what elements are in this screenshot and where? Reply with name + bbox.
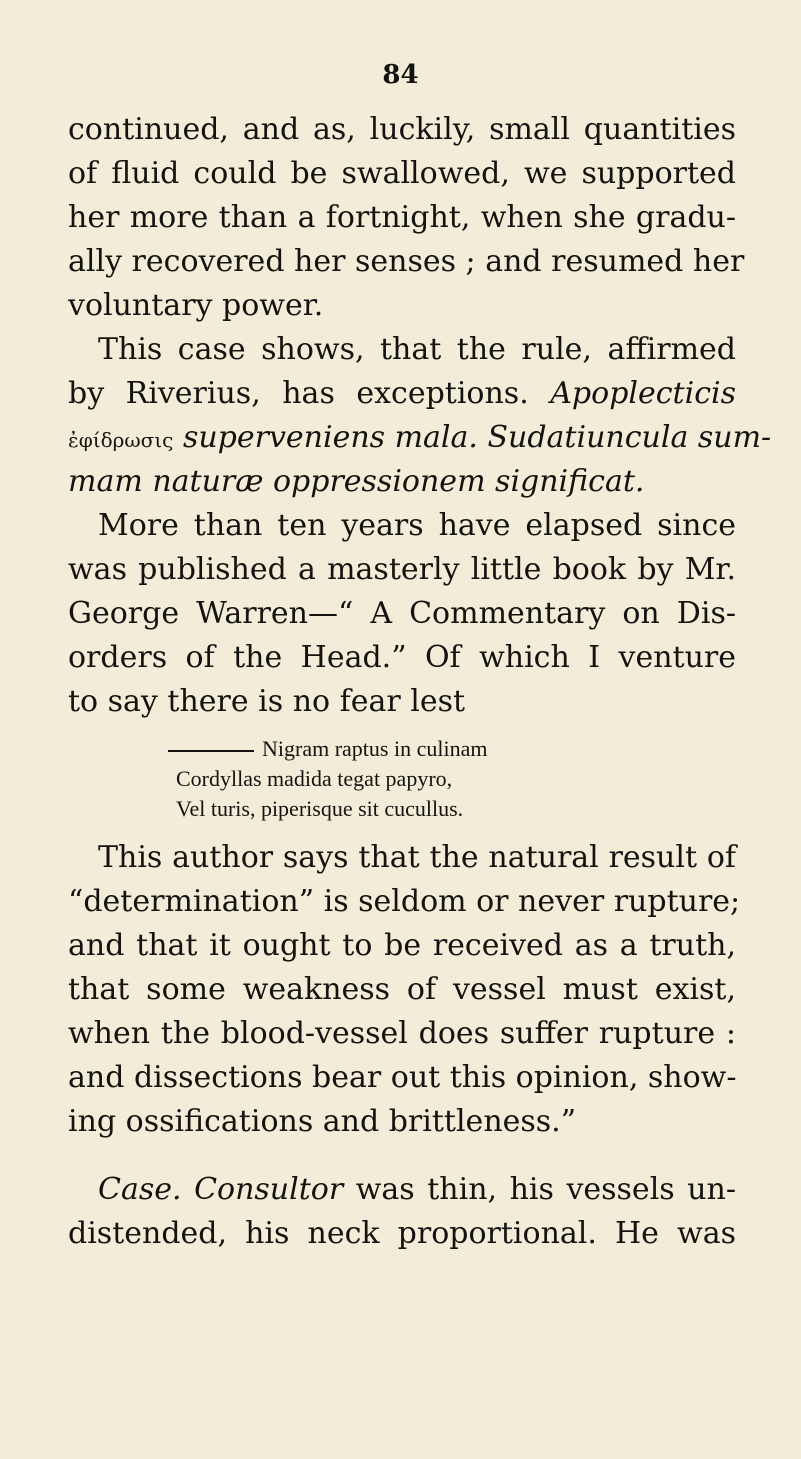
text-span: was thin, his vessels un-: [355, 1172, 736, 1207]
text-line: mam naturæ oppressionem significat.: [68, 464, 645, 499]
verse-text: Nigram raptus in culinam: [262, 736, 488, 761]
consultor-label: Consultor: [194, 1172, 344, 1207]
text-line: that some weakness of vessel must exist,: [68, 972, 736, 1007]
text-line: George Warren—“ A Commentary on Dis-: [68, 596, 736, 631]
text-line: [68, 420, 772, 458]
text-line: ally recovered her senses ; and resumed her: [68, 244, 745, 279]
page-number: 84: [382, 60, 419, 90]
text-line: was published a masterly little book by Mr.: [68, 552, 736, 587]
text-span: by Riverius, has exceptions.: [68, 376, 529, 411]
text-line: of fluid could be swallowed, we supported: [68, 156, 736, 191]
case-label: Case.: [98, 1172, 182, 1207]
text-line: orders of the Head.” Of which I venture: [68, 640, 736, 675]
latin-italic-span: superveniens mala. Sudatiuncula sum-: [182, 420, 772, 455]
verse-line: [168, 735, 487, 763]
text-line: [68, 376, 736, 412]
text-line: continued, and as, luckily, small quantities: [68, 112, 736, 147]
text-line: More than ten years have elapsed since: [98, 508, 736, 543]
text-line: ing ossifications and brittleness.”: [68, 1104, 577, 1139]
text-line: her more than a fortnight, when she gradu-: [68, 200, 736, 235]
text-line: and that it ought to be received as a truth,: [68, 928, 736, 963]
latin-italic-span: Apoplecticis: [550, 376, 736, 411]
verse-dash: [168, 750, 254, 752]
text-line: to say there is no fear lest: [68, 684, 466, 719]
text-line: “determination” is seldom or never rupture;: [68, 884, 741, 919]
text-line: This case shows, that the rule, affirmed: [98, 332, 736, 367]
text-line: distended, his neck proportional. He was: [68, 1216, 736, 1251]
text-line: [98, 1172, 736, 1208]
text-line: and dissections bear out this opinion, show-: [68, 1060, 737, 1095]
text-line: voluntary power.: [68, 288, 324, 323]
verse-line: Vel turis, piperisque sit cucullus.: [176, 796, 464, 821]
verse-line: Cordyllas madida tegat papyro,: [176, 766, 453, 791]
greek-word: ἐφίδρωσις: [68, 428, 174, 452]
text-line: when the blood-vessel does suffer rupture :: [68, 1016, 736, 1051]
text-line: This author says that the natural result of: [98, 840, 736, 875]
